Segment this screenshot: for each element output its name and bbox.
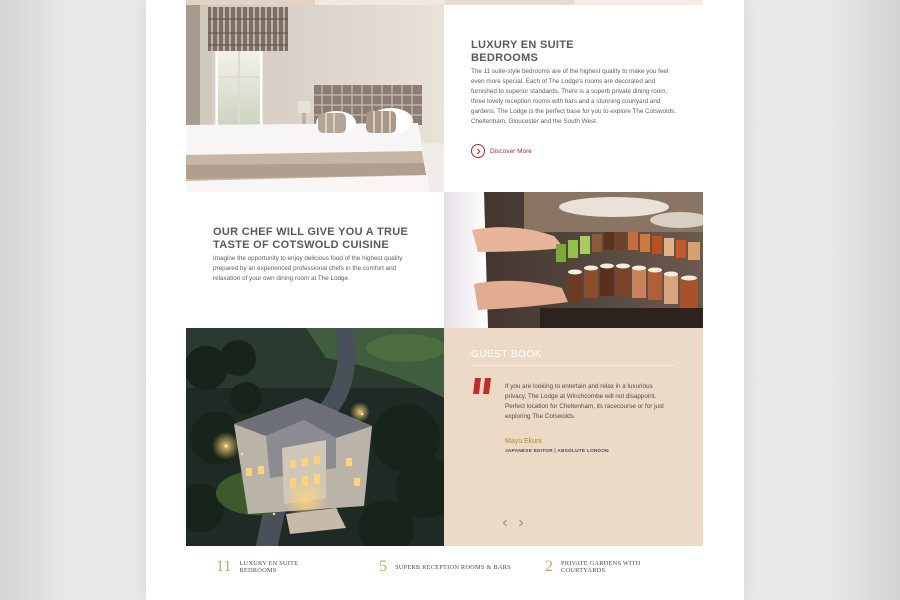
guest-quote-text: If you are looking to entertain and relax in a luxurious privacy, The Lodge at Winchcombe will not disappoint. Perfect location for Cheltenham, its racecourse or for just exploring The Cotswolds. xyxy=(505,383,664,420)
chevron-left-icon[interactable] xyxy=(502,514,508,522)
stat-label: PRIVATE GARDENS WITH COURTYARDS xyxy=(561,560,641,574)
bedroom-image xyxy=(186,5,444,192)
testimonial-nav xyxy=(502,514,524,522)
stats-row xyxy=(186,546,703,600)
page-content xyxy=(146,0,744,600)
house-aerial-image xyxy=(186,328,444,546)
chef-panel xyxy=(186,192,444,328)
discover-more-link[interactable] xyxy=(471,144,532,158)
guest-book-title: GUEST BOOK xyxy=(471,349,542,360)
chef-body: Imagine the opportunity to enjoy delicious food of the highest quality prepared by an experienced professional chefs in the comfort and relaxation of your own dining room at The Lodge. xyxy=(213,255,403,282)
discover-more-label: Discover More xyxy=(490,147,532,155)
stat-item xyxy=(379,558,535,576)
stat-label: LUXURY EN SUITE BEDROOMS xyxy=(239,560,299,574)
bedrooms-panel xyxy=(444,5,703,192)
stat-number: 11 xyxy=(216,558,232,575)
guest-book-divider xyxy=(471,365,674,366)
guest-role: JAPANESE EDITOR | ABSOLUTE LONDON xyxy=(505,449,609,454)
stat-item xyxy=(216,558,311,576)
dessert-buffet-image xyxy=(444,192,703,328)
stat-label: SUPERB RECEPTION ROOMS & BARS xyxy=(395,563,511,571)
bedrooms-title: LUXURY EN SUITE BEDROOMS xyxy=(471,39,574,64)
quote-mark-icon xyxy=(471,376,495,401)
stat-number: 5 xyxy=(379,558,387,575)
guest-book-panel xyxy=(444,328,703,546)
chef-title: OUR CHEF WILL GIVE YOU A TRUE TASTE OF COTSWOLD CUISINE xyxy=(213,226,409,251)
chevron-right-icon[interactable] xyxy=(518,514,524,522)
chevron-right-circle-icon xyxy=(471,144,485,158)
stat-number: 2 xyxy=(545,558,553,575)
stat-item xyxy=(545,558,657,576)
bedrooms-body: The 11 suite-style bedrooms are of the highest quality to make you feel even more special. Each of The Lodge's rooms are decorated and furnished to superior standards. There is a superb private dining room, three lovely reception rooms with bars and a stunning courtyard and gardens. The Lodge is the perfect base for you to explore The Cotswolds, Cheltenham, Gloucester and the South West. xyxy=(471,68,676,125)
guest-name: Mayu Ekuni xyxy=(505,438,542,445)
